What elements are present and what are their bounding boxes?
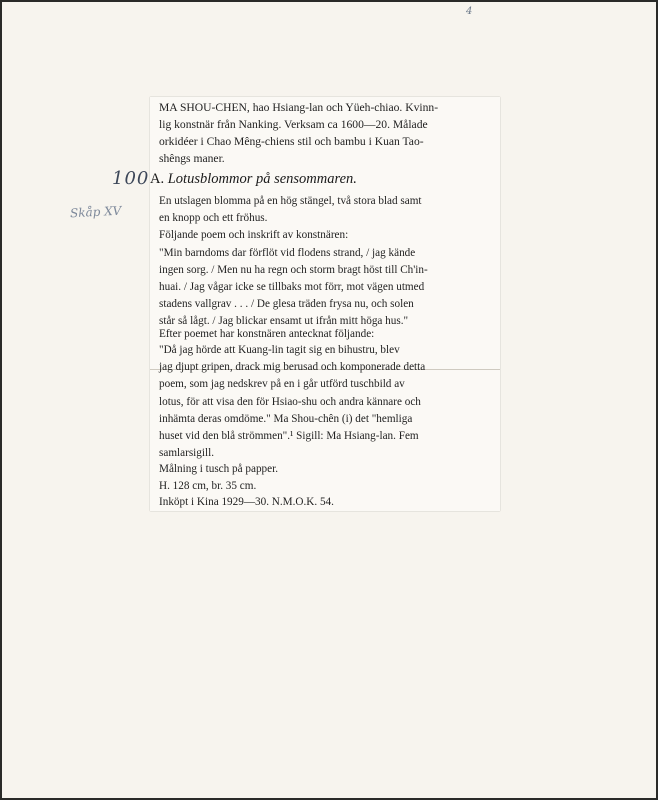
artist-heading-line: orkidéer i Chao Mêng-chiens stil och bambu i Kuan Tao- [159, 135, 424, 148]
item-title [150, 171, 357, 188]
poem-line: ingen sorg. / Men nu ha regn och storm bragt höst till Ch'in- [159, 264, 428, 276]
provenance-line: Inköpt i Kina 1929—30. N.M.O.K. 54. [159, 496, 334, 508]
artist-heading-line: lig konstnär från Nanking. Verksam ca 1600—20. Målade [159, 118, 428, 131]
inscription-line: inhämta deras omdöme." Ma Shou-chên (i) det "hemliga [159, 413, 413, 425]
artist-heading-line: shêngs maner. [159, 152, 225, 165]
item-title-text: Lotusblommor på sensommaren. [167, 171, 357, 187]
medium-line: Målning i tusch på papper. [159, 463, 278, 475]
poem-line: står så lågt. / Jag blickar ensamt ut ifrån mitt höga hus." [159, 315, 409, 327]
inscription-line: samlarsigill. [159, 447, 214, 459]
poem-line: stadens vallgrav . . . / De glesa träden frysa nu, och solen [159, 298, 414, 310]
poem-line: "Min barndoms dar förflöt vid flodens strand, / jag kände [159, 247, 416, 259]
inscription-line: jag djupt gripen, drack mig berusad och komponerade detta [159, 361, 426, 373]
poem-line: huai. / Jag vågar icke se tillbaks mot förr, mot vägen utmed [159, 281, 425, 293]
artist-heading-line: MA SHOU-CHEN, hao Hsiang-lan och Yüeh-chiao. Kvinn- [159, 101, 439, 114]
handwritten-catalog-number: 100 [112, 168, 150, 189]
poem-intro: Följande poem och inskrift av konstnären: [159, 229, 349, 241]
inscription-line: poem, som jag nedskrev på en i går utförd tuschbild av [159, 378, 405, 390]
handwritten-shelf-note: Skåp XV [69, 203, 122, 221]
inscription-line: "Då jag hörde att Kuang-lin tagit sig en bihustru, blev [159, 344, 400, 356]
inscription-line: huset vid den blå strömmen".¹ Sigill: Ma Hsiang-lan. Fem [159, 430, 419, 442]
item-letter: A. [150, 171, 165, 187]
description-line: en knopp och ett fröhus. [159, 212, 268, 224]
inscription-line: lotus, för att visa den för Hsiao-shu och andra kännare och [159, 396, 421, 408]
after-poem-note: Efter poemet har konstnären antecknat följande: [159, 328, 375, 340]
description-line: En utslagen blomma på en hög stängel, två stora blad samt [159, 195, 422, 207]
pencil-mark: 4 [466, 6, 473, 17]
dimensions-line: H. 128 cm, br. 35 cm. [159, 480, 257, 492]
